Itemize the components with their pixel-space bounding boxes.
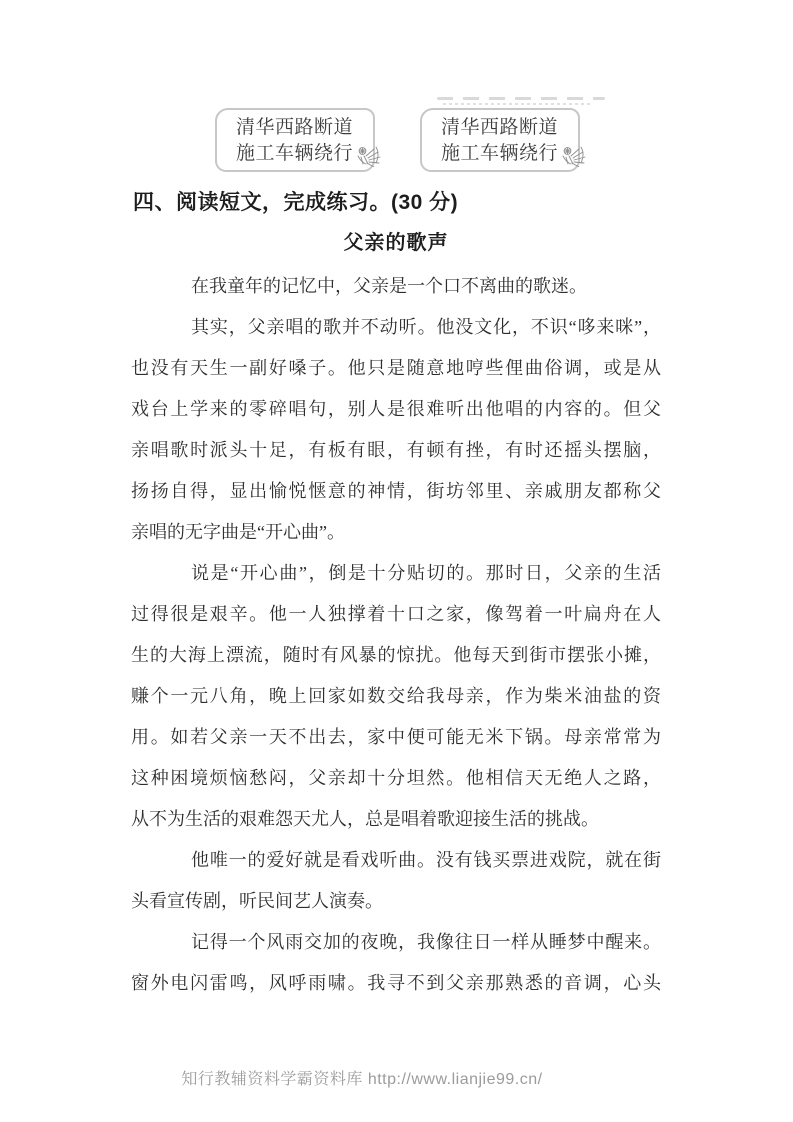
flower-doodle-icon	[355, 143, 383, 175]
passage-line: 戏台上学来的零碎唱句，别人是很难听出他唱的内容的。但父	[131, 399, 661, 419]
road-sign-box	[215, 108, 375, 172]
passage-title: 父亲的歌声	[343, 232, 449, 254]
road-sign-line2	[441, 141, 578, 167]
passage-line: 记得一个风雨交加的夜晚，我像往日一样从睡梦中醒来。	[191, 932, 661, 952]
road-sign-box	[420, 108, 580, 172]
section-header: 四、阅读短文，完成练习。(30 分)	[133, 191, 459, 214]
passage-line: 亲唱歌时派头十足，有板有眼，有顿有挫，有时还摇头摆脑，	[131, 440, 661, 460]
road-sign-text: 清华西路断道	[441, 117, 559, 138]
passage-line: 生的大海上漂流，随时有风暴的惊扰。他每天到街市摆张小摊，	[131, 645, 661, 665]
road-sign-line1	[441, 115, 578, 141]
passage-line: 从不为生活的艰难怨天尤人，总是唱着歌迎接生活的挑战。	[131, 809, 599, 829]
passage-line: 过得很是艰辛。他一人独撑着十口之家，像驾着一叶扁舟在人	[131, 604, 661, 624]
passage-body	[131, 266, 661, 1004]
road-sign-text: 施工车辆绕行	[236, 143, 354, 164]
passage-line: 用。如若父亲一天不出去，家中便可能无米下锅。母亲常常为	[131, 727, 661, 747]
passage-line: 说是“开心曲”，倒是十分贴切的。那时日，父亲的生活	[191, 563, 661, 583]
road-signs-row	[215, 108, 580, 172]
road-sign-text: 清华西路断道	[236, 117, 354, 138]
passage-line: 头看宣传剧，听民间艺人演奏。	[131, 891, 383, 911]
footer-watermark: 知行教辅资料学霸资料库 http://www.lianjie99.cn/	[181, 1071, 543, 1088]
road-sign-line1	[236, 115, 373, 141]
flower-doodle-icon	[560, 143, 588, 175]
passage-line: 其实，父亲唱的歌并不动听。他没文化，不识“哆来咪”，	[191, 317, 661, 337]
passage-line: 窗外电闪雷鸣，风呼雨啸。我寻不到父亲那熟悉的音调，心头	[131, 973, 661, 993]
passage-line: 亲唱的无字曲是“开心曲”。	[131, 522, 345, 542]
scan-dash-line	[443, 103, 593, 105]
passage-line: 也没有天生一副好嗓子。他只是随意地哼些俚曲俗调，或是从	[131, 358, 661, 378]
passage-line: 赚个一元八角，晚上回家如数交给我母亲，作为柴米油盐的资	[131, 686, 661, 706]
road-sign-text: 施工车辆绕行	[441, 143, 559, 164]
scan-dashes-artifact	[437, 97, 609, 107]
passage-line: 这种困境烦恼愁闷，父亲却十分坦然。他相信天无绝人之路，	[131, 768, 661, 788]
passage-line: 在我童年的记忆中，父亲是一个口不离曲的歌迷。	[191, 276, 587, 296]
passage-line: 他唯一的爱好就是看戏听曲。没有钱买票进戏院，就在街	[191, 850, 661, 870]
scan-dash-line	[437, 97, 605, 100]
passage-line: 扬扬自得，显出愉悦惬意的神情，街坊邻里、亲戚朋友都称父	[131, 481, 661, 501]
road-sign-line2	[236, 141, 373, 167]
